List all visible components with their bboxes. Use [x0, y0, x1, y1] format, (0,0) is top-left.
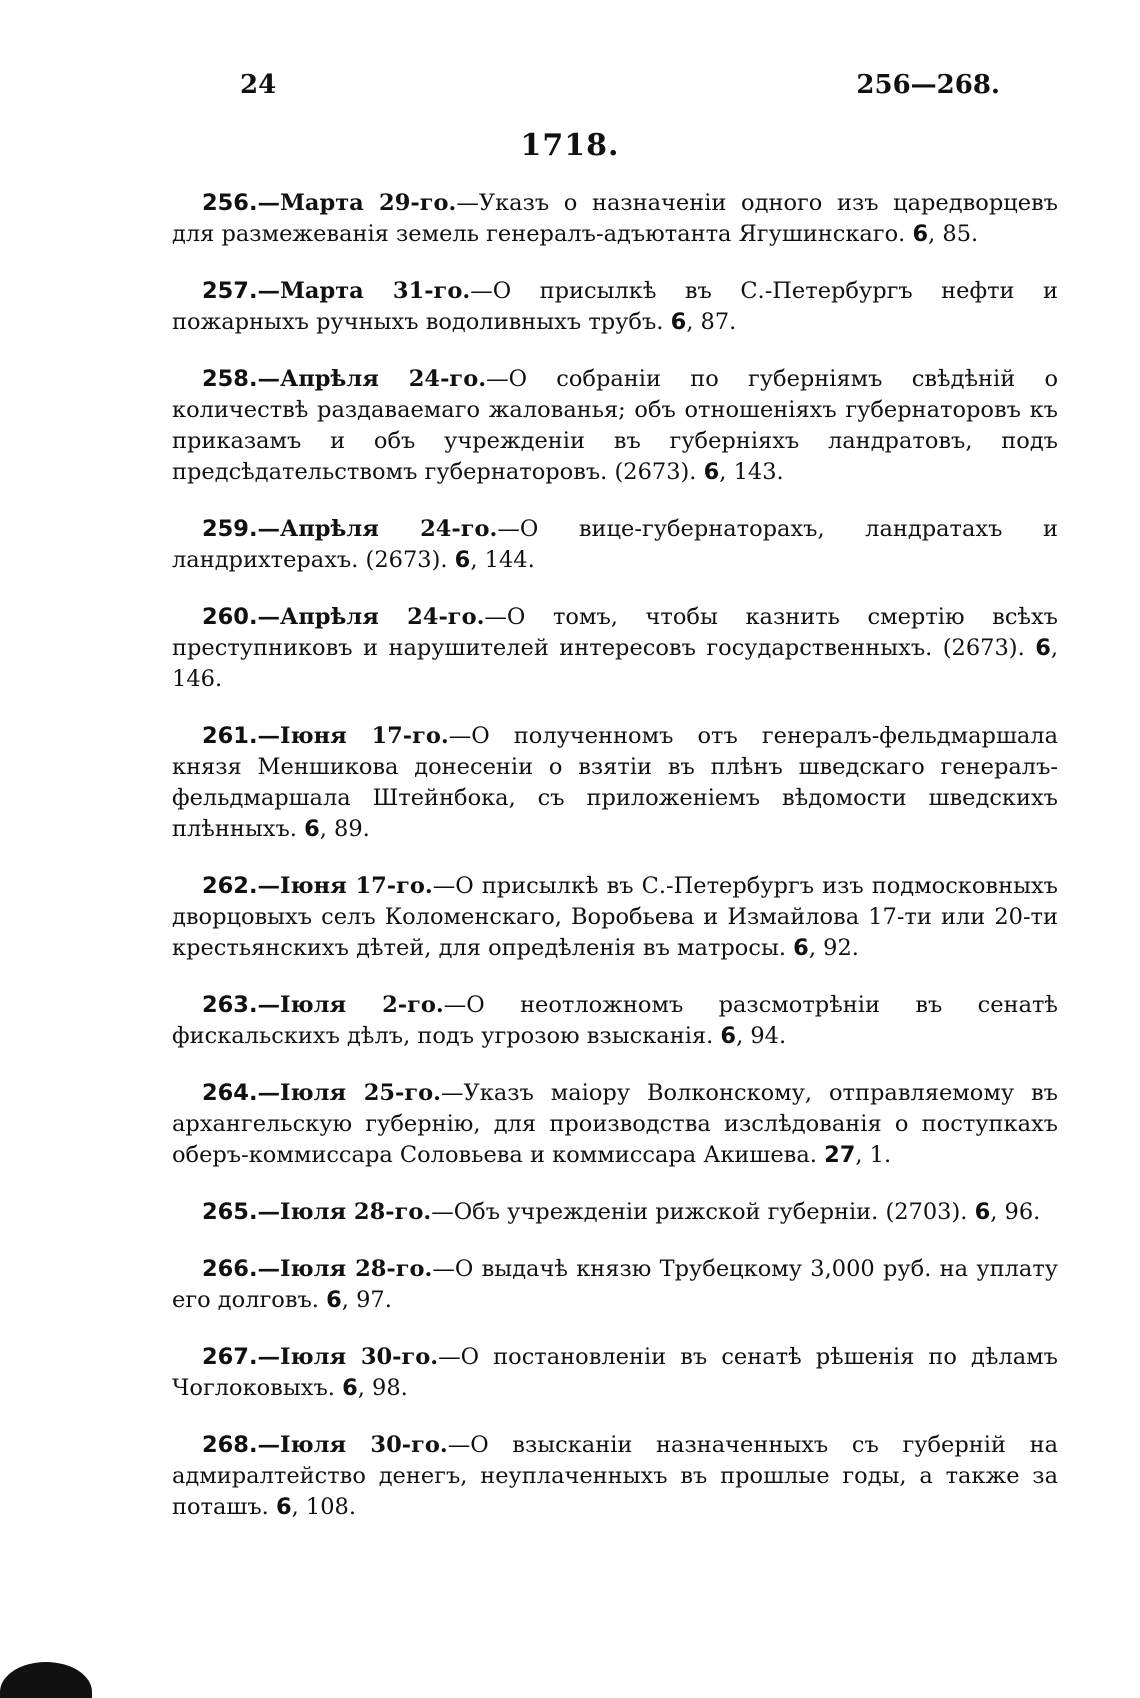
entry-volume: 6: [703, 459, 720, 485]
page-number: 24: [240, 70, 277, 100]
entry-number: 266.: [202, 1256, 258, 1282]
entry-text: —О вице-губернаторахъ, ландратахъ и ландрихтерахъ. (2673).: [172, 516, 1058, 573]
entry-page: , 96.: [990, 1199, 1041, 1225]
entry-page: , 97.: [341, 1287, 392, 1313]
entry-263: [172, 990, 1058, 1052]
entry-number: 268.: [202, 1432, 258, 1458]
entry-list: [172, 188, 1058, 1549]
entry-date: —Апрѣля 24-го.: [257, 516, 498, 542]
entry-text: —О выдачѣ князю Трубецкому 3,000 руб. на уплату его долговъ.: [172, 1256, 1058, 1313]
entry-267: [172, 1342, 1058, 1404]
entry-page: , 98.: [357, 1375, 408, 1401]
entry-page: , 92.: [808, 935, 859, 961]
entry-page: , 146.: [172, 635, 1058, 692]
entry-number: 256.: [202, 190, 258, 216]
entry-volume: 6: [793, 935, 809, 961]
entry-text: —О взысканіи назначенныхъ съ губерній на адмиралтейство денегъ, неуплаченныхъ въ прошлые годы, а также за поташъ.: [172, 1432, 1058, 1520]
entry-266: [172, 1254, 1058, 1316]
entry-number: 259.: [202, 516, 258, 542]
entry-number: 267.: [202, 1344, 258, 1370]
entry-text: —Объ учрежденіи рижской губерніи. (2703).: [431, 1199, 968, 1225]
entry-volume: 6: [326, 1287, 342, 1313]
entry-number: 265.: [202, 1199, 258, 1225]
entry-number: 263.: [202, 992, 258, 1018]
entry-text: —О неотложномъ разсмотрѣніи въ сенатѣ фискальскихъ дѣлъ, подъ угрозою взысканія.: [172, 992, 1058, 1049]
entry-258: [172, 364, 1058, 488]
entry-page: , 143.: [719, 459, 784, 485]
entry-date: —Іюня 17-го.: [257, 873, 433, 899]
entry-date: —Марта 29-го.: [257, 190, 457, 216]
entry-number: 264.: [202, 1080, 258, 1106]
entry-number: 258.: [202, 366, 258, 392]
entry-date: —Іюля 28-го.: [257, 1256, 433, 1282]
entry-261: [172, 721, 1058, 845]
entry-page: , 144.: [470, 547, 535, 573]
entry-volume: 6: [912, 221, 929, 247]
entry-256: [172, 188, 1058, 250]
entry-date: —Іюня 17-го.: [257, 723, 449, 749]
entry-date: —Іюля 28-го.: [257, 1199, 432, 1225]
entry-text: —Указъ о назначеніи одного изъ царедворцевъ для размежеванія земель генералъ-адъютанта Ягушинскаго.: [172, 190, 1058, 247]
entry-page: , 89.: [319, 816, 370, 842]
entry-date: —Марта 31-го.: [257, 278, 471, 304]
entry-number: 262.: [202, 873, 258, 899]
entry-text: —О постановленіи въ сенатѣ рѣшенія по дѣламъ Чоглоковыхъ.: [172, 1344, 1058, 1401]
entry-text: —О присылкѣ въ С.-Петербургъ изъ подмосковныхъ дворцовыхъ селъ Коломенскаго, Воробьева и Измайлова 17-ти или 20-ти крестьянскихъ дѣтей, для опредѣленія въ матросы.: [172, 873, 1058, 961]
page-header: [0, 70, 1140, 110]
entry-volume: 6: [304, 816, 320, 842]
entry-date: —Апрѣля 24-го.: [257, 366, 487, 392]
entry-date: —Іюля 30-го.: [257, 1432, 448, 1458]
ink-blot: [0, 1662, 92, 1698]
entry-257: [172, 276, 1058, 338]
entry-page: , 108.: [291, 1494, 357, 1520]
entry-text: —О собраніи по губерніямъ свѣдѣній о количествѣ раздаваемаго жалованья; объ отношеніяхъ губернаторовъ къ приказамъ и объ учрежденіи въ губерніяхъ ландратовъ, подъ предсѣдательствомъ губернаторовъ. (2673).: [172, 366, 1058, 485]
entry-volume: 6: [275, 1494, 292, 1520]
entry-date: —Іюля 25-го.: [257, 1080, 441, 1106]
entry-page: , 1.: [855, 1142, 892, 1168]
entry-volume: 6: [454, 547, 471, 573]
entry-page: , 94.: [736, 1023, 787, 1049]
entry-268: [172, 1430, 1058, 1523]
entry-volume: 6: [670, 309, 687, 335]
entry-265: [172, 1197, 1058, 1228]
entry-volume: 6: [342, 1375, 358, 1401]
entry-volume: 6: [1035, 635, 1051, 661]
entry-volume: 6: [974, 1199, 991, 1225]
entry-page: , 87.: [686, 309, 737, 335]
entry-date: —Іюля 30-го.: [257, 1344, 439, 1370]
entry-text: —О томъ, чтобы казнить смертію всѣхъ преступниковъ и нарушителей интересовъ государственныхъ. (2673).: [172, 604, 1058, 661]
entry-number: 260.: [202, 604, 258, 630]
entry-text: —Указъ маіору Волконскому, отправляемому въ архангельскую губернію, для производства изслѣдованія о поступкахъ оберъ-коммиссара Соловьева и коммиссара Акишева.: [172, 1080, 1058, 1168]
entry-number: 261.: [202, 723, 258, 749]
entry-range: 256—268.: [856, 70, 1000, 100]
entry-number: 257.: [202, 278, 258, 304]
entry-264: [172, 1078, 1058, 1171]
entry-text: —О присылкѣ въ С.-Петербургъ нефти и пожарныхъ ручныхъ водоливныхъ трубъ.: [172, 278, 1058, 335]
entry-260: [172, 602, 1058, 695]
entry-volume: 27: [824, 1142, 856, 1168]
entry-date: —Іюля 2-го.: [257, 992, 444, 1018]
entry-259: [172, 514, 1058, 576]
entry-text: —О полученномъ отъ генералъ-фельдмаршала князя Меншикова донесеніи о взятіи въ плѣнъ шведскаго генералъ-фельдмаршала Штейнбока, съ приложеніемъ вѣдомости шведскихъ плѣнныхъ.: [172, 723, 1058, 842]
entry-262: [172, 871, 1058, 964]
year-heading: 1718.: [520, 128, 620, 163]
entry-date: —Апрѣля 24-го.: [257, 604, 485, 630]
entry-page: , 85.: [928, 221, 979, 247]
entry-volume: 6: [720, 1023, 737, 1049]
